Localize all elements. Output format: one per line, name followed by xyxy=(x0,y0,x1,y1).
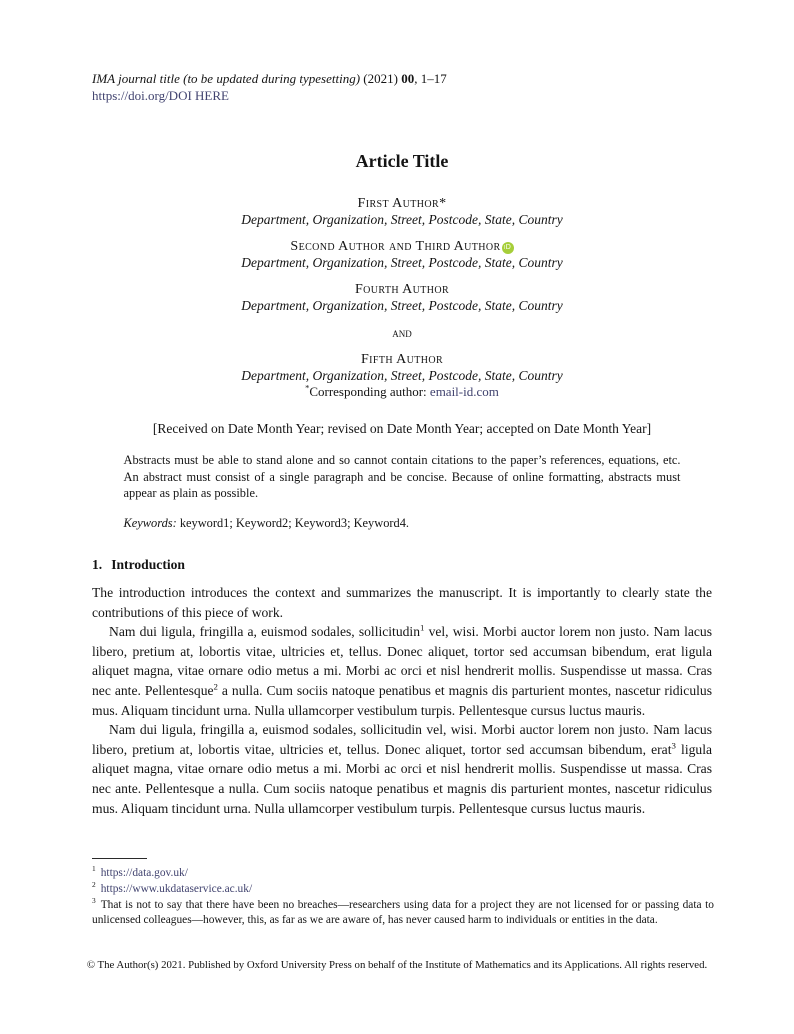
author-group-2 xyxy=(92,239,712,271)
corresponding-marker: * xyxy=(305,382,310,393)
footnote-marker: 3 xyxy=(92,895,96,905)
doi-link[interactable]: https://doi.org/DOI HERE xyxy=(92,88,229,103)
author-name-text: Second Author and Third Author xyxy=(290,239,501,254)
footnote-rule xyxy=(92,858,147,859)
body-paragraph-2: Nam dui ligula, fringilla a, euismod sodales, sollicitudin vel, wisi. Morbi auctor lorem non justo. Nam lacus libero, pretium at, lobortis vitae, ultricies et, tellus. Donec aliquet, tortor sed accumsan bibendum, erat$^3$ ligula aliquet magna, vitae ornare odio metus a mi. Morbi ac orci et nisl hendrerit mollis. Suspendisse ut massa. Cras nec ante. Pellentesque a nulla. Cum sociis natoque penatibus et magnis dis parturient montes, nascetur ridiculus mus. Aliquam tincidunt urna. Nulla ullamcorper vestibulum turpis. Pellentesque cursus luctus mauris. xyxy=(92,722,713,816)
keywords-label: Keywords: xyxy=(123,515,177,530)
footnote-block xyxy=(92,858,714,929)
corresponding-author-line xyxy=(92,384,712,400)
author-names xyxy=(92,282,712,298)
author-name-text: Fourth Author xyxy=(354,282,450,297)
footnote-3 xyxy=(92,895,714,930)
abstract: Abstracts must be able to stand alone and so cannot contain citations to the paper’s references, equations, etc. An abstract must consist of a single paragraph and be concise. Because of online formatting, abstracts must appear as plain as possible. xyxy=(123,453,681,500)
author-affiliation: Department, Organization, Street, Postcode, State, Country xyxy=(241,212,563,227)
doi-line xyxy=(92,87,712,104)
author-name-text: Fifth Author xyxy=(360,352,444,367)
orcid-icon[interactable]: iD xyxy=(502,242,514,254)
author-group-4 xyxy=(92,352,712,384)
journal-title: IMA journal title (to be updated during typesetting) xyxy=(92,71,361,86)
intro-paragraph: The introduction introduces the context and summarizes the manuscript. It is importantly to clearly state the contributions of this piece of work. xyxy=(92,585,712,620)
author-affiliation: Department, Organization, Street, Postcode, State, Country xyxy=(241,368,563,383)
author-names xyxy=(92,239,712,255)
article-title: Article Title xyxy=(355,151,449,171)
author-affiliation: Department, Organization, Street, Postcode, State, Country xyxy=(241,255,563,270)
keywords-text: keyword1; Keyword2; Keyword3; Keyword4. xyxy=(176,515,410,530)
copyright-footer: © The Author(s) 2021. Published by Oxford University Press on behalf of the Institute of Mathematics and its Applications. All rights reserved. xyxy=(86,959,708,971)
journal-pages: , 1–17 xyxy=(414,71,447,86)
page-content xyxy=(92,0,712,818)
author-name-text: First Author* xyxy=(357,196,447,211)
author-names xyxy=(92,352,712,368)
journal-running-head xyxy=(92,0,712,87)
section-number: 1. xyxy=(92,557,103,572)
journal-volume: 00 xyxy=(401,71,415,86)
author-names xyxy=(92,196,712,212)
section-title: Introduction xyxy=(111,557,185,572)
footnote-link[interactable]: https://www.ukdataservice.ac.uk/ xyxy=(100,882,253,895)
footnote-link[interactable]: https://data.gov.uk/ xyxy=(100,867,188,879)
footnote-marker: 1 xyxy=(420,622,425,633)
journal-year: (2021) xyxy=(360,71,402,86)
author-group-1 xyxy=(92,196,712,228)
author-affiliation: Department, Organization, Street, Postcode, State, Country xyxy=(241,298,563,313)
and-separator: and xyxy=(392,325,412,340)
keywords-line xyxy=(124,515,681,532)
received-dates-line: [Received on Date Month Year; revised on Date Month Year; accepted on Date Month Year] xyxy=(152,421,652,436)
corresponding-email-link[interactable]: email-id.com xyxy=(429,384,499,399)
footnote-marker: 2 xyxy=(92,880,96,889)
footnote-marker: 2 xyxy=(213,681,218,692)
author-group-3 xyxy=(92,282,712,314)
footnote-text: That is not to say that there have been no breaches—researchers using data for a project they are not licensed for or passing data to unlicensed colleagues—however, this, as far as we are aware of, has never caused harm to individuals or entities in the data. xyxy=(92,898,714,927)
footnote-marker: 3 xyxy=(671,740,676,751)
body-paragraph-1: Nam dui ligula, fringilla a, euismod sodales, sollicitudin$^1$ vel, wisi. Morbi auctor lorem non justo. Nam lacus libero, pretium at, lobortis vitae, ultricies et, tellus. Donec aliquet, tortor sed accumsan bibendum, erat ligula aliquet magna, vitae ornare odio metus a mi. Morbi ac orci et nisl hendrerit mollis. Suspendisse ut massa. Cras nec ante. Pellentesque$^2$ a nulla. Cum sociis natoque penatibus et magnis dis parturient montes, nascetur ridiculus mus. Aliquam tincidunt urna. Nulla ullamcorper vestibulum turpis. Pellentesque cursus luctus mauris. xyxy=(92,622,712,718)
footnote-1 xyxy=(92,866,714,882)
section-heading-introduction xyxy=(92,556,712,574)
footnote-marker: 1 xyxy=(92,864,96,874)
corresponding-label: Corresponding author: xyxy=(309,384,430,399)
author-block xyxy=(92,196,712,400)
footnote-2 xyxy=(92,882,714,898)
